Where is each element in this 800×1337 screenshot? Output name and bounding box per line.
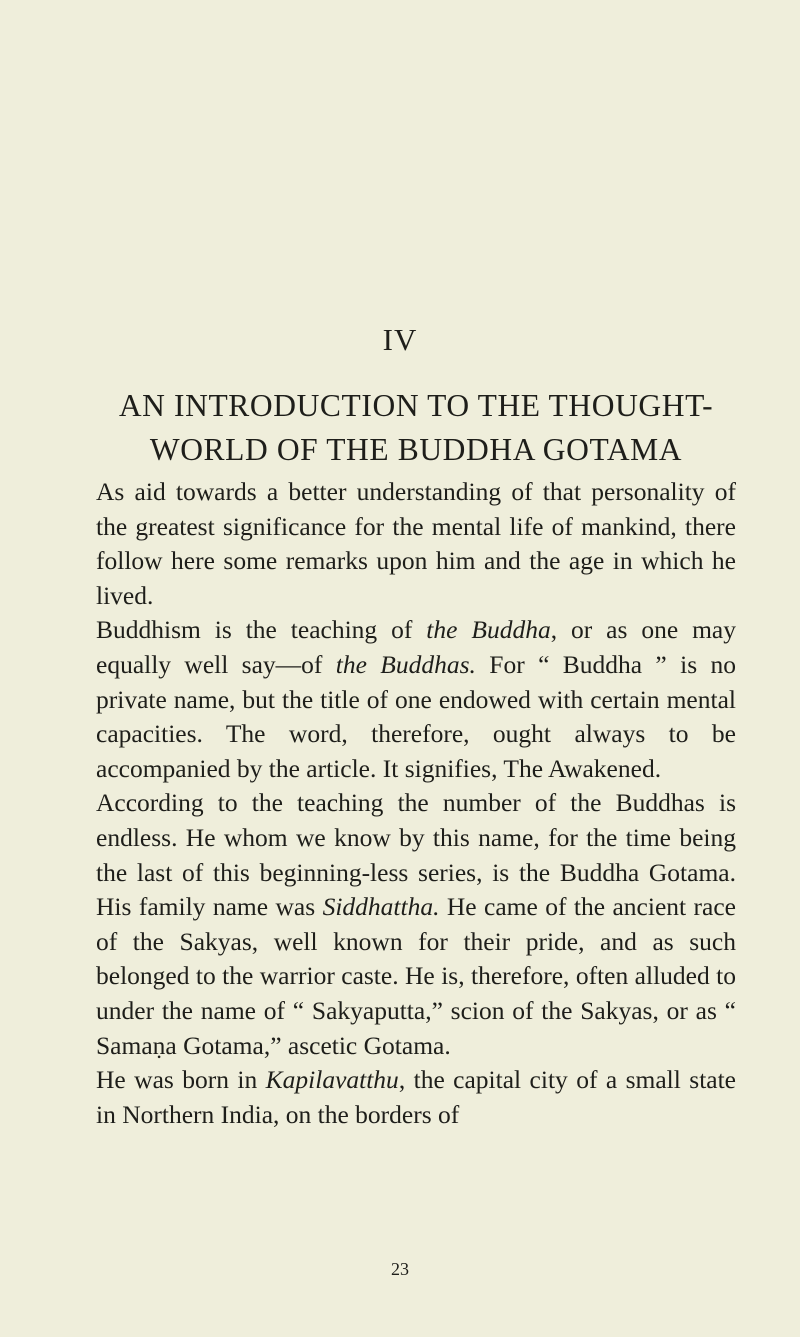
paragraph: As aid towards a better understanding of that personality of the greatest significance for the mental life of mankind, there follow here some remarks upon him and the age in which he lived. [96,477,736,610]
chapter-number: IV [382,322,418,357]
italic-term: Siddhattha. [322,892,440,922]
paragraph: Buddhism is the teaching of the Buddha, or as one may equally well say—of the Buddhas. For “ Buddha ” is no private name, but the title of one endowed with certain mental capacities. The word, therefore, ought always to be accompanied by the article. It signifies, The Awakened. [96,615,736,783]
paragraph: He was born in Kapilavatthu, the capital city of a small state in Northern India, on the borders of [96,1065,736,1129]
page-number: 23 [391,1259,409,1279]
body-text [96,475,736,1132]
chapter-title: AN INTRODUCTION TO THE THOUGHT-WORLD OF THE BUDDHA GOTAMA [118,388,714,467]
italic-term: the Buddha [426,615,551,645]
italic-term: Kapilavatthu [265,1065,399,1095]
paragraph: According to the teaching the number of the Buddhas is endless. He whom we know by this name, for the time being the last of this beginning-less series, is the Buddha Gotama. His family name was Siddhattha. He came of the ancient race of the Sakyas, well known for their pride, and as such belonged to the warrior caste. He is, therefore, often alluded to under the name of “ Sakyaputta,” scion of the Sakyas, or as “ Samaṇa Gotama,” ascetic Gotama. [96,788,736,1060]
italic-term: the Buddhas. [335,649,476,679]
